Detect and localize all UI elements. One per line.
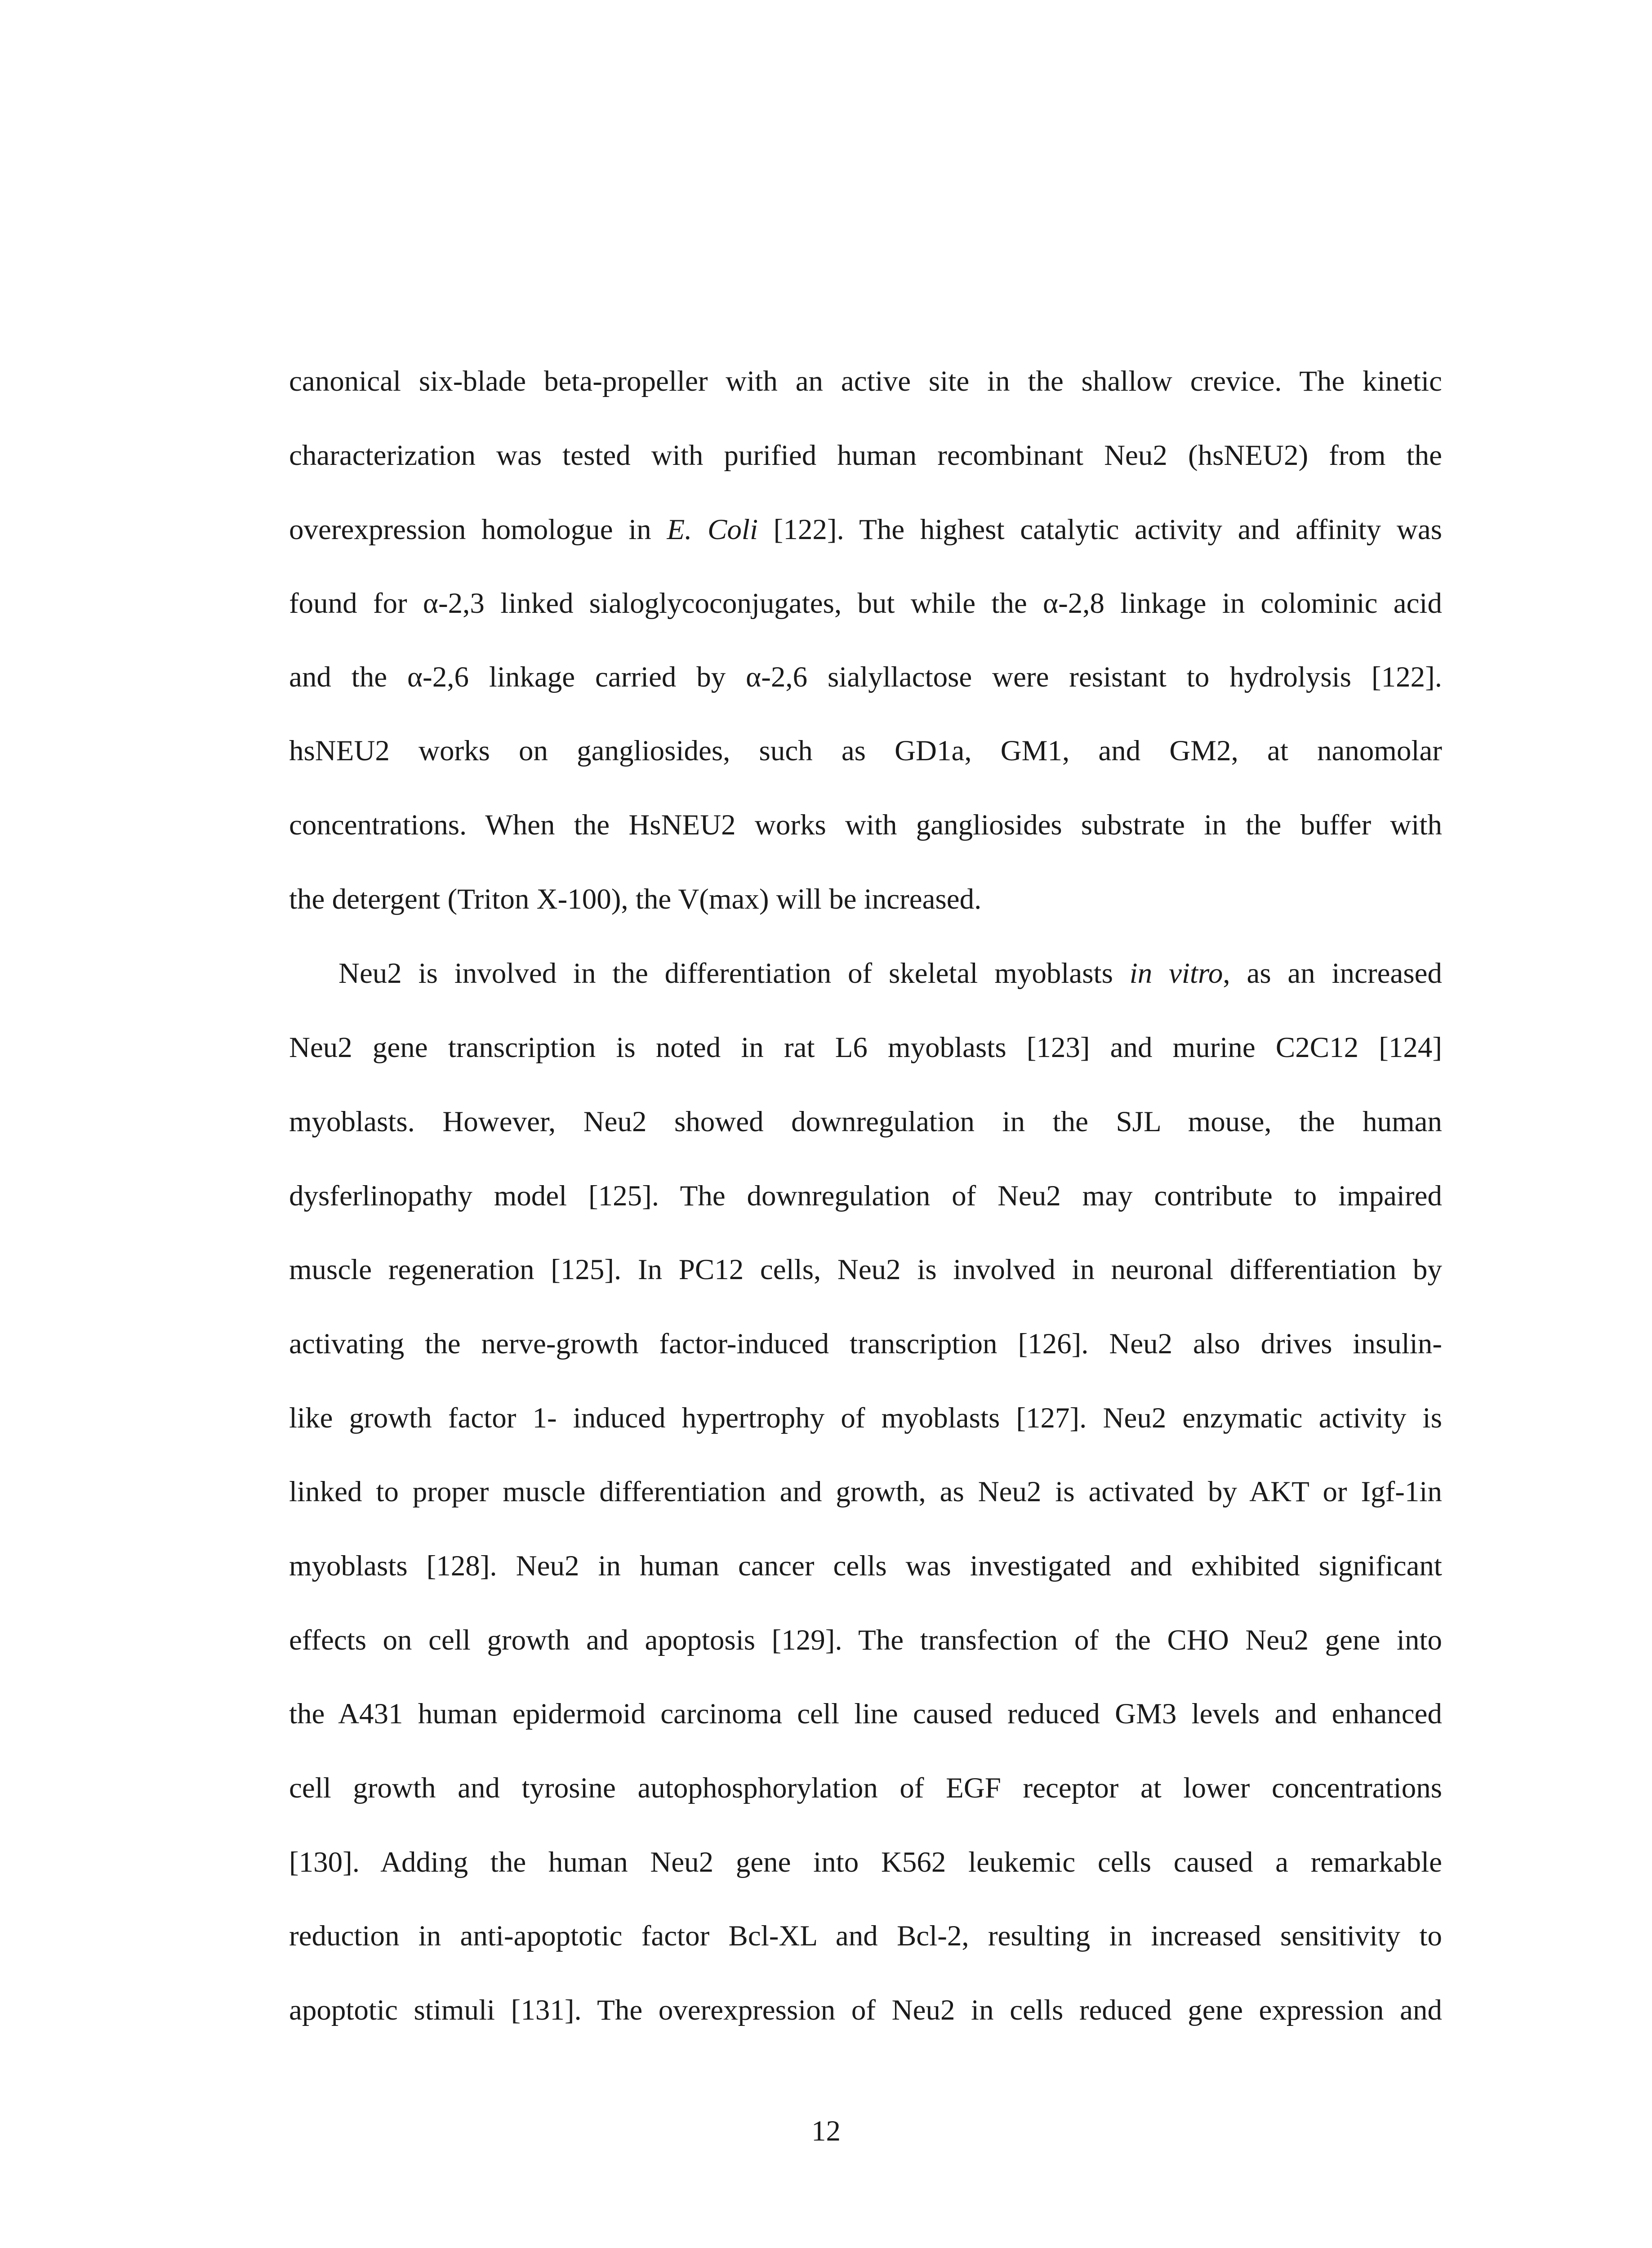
paragraph-2-line-4: dysferlinopathy model [125]. The downregulation of Neu2 may contribute to impaired (289, 1180, 1442, 1212)
paragraph-2-line-11: the A431 human epidermoid carcinoma cell line caused reduced GM3 levels and enhanced (289, 1698, 1442, 1730)
paragraph-1-line-1: canonical six-blade beta-propeller with an active site in the shallow crevice. The kinetic (289, 365, 1442, 397)
paragraph-2-line-3: myoblasts. However, Neu2 showed downregulation in the SJL mouse, the human (289, 1106, 1442, 1138)
paragraph-2-line-9: myoblasts [128]. Neu2 in human cancer cells was investigated and exhibited significant (289, 1550, 1442, 1582)
paragraph-2-line-8: linked to proper muscle differentiation and growth, as Neu2 is activated by AKT or Igf-1in (289, 1476, 1442, 1508)
paragraph-2-line-2: Neu2 gene transcription is noted in rat L6 myoblasts [123] and murine C2C12 [124] (289, 1031, 1442, 1064)
text-run: , as an increased (1223, 957, 1442, 990)
paragraph-1-line-6: hsNEU2 works on gangliosides, such as GD1a, GM1, and GM2, at nanomolar (289, 735, 1442, 767)
paragraph-1-line-4: found for α-2,3 linked sialoglycoconjugates, but while the α-2,8 linkage in colominic acid (289, 587, 1442, 620)
paragraph-2-line-10: effects on cell growth and apoptosis [129]. The transfection of the CHO Neu2 gene into (289, 1624, 1442, 1656)
paragraph-1-line-5: and the α-2,6 linkage carried by α-2,6 sialyllactose were resistant to hydrolysis [122]. (289, 661, 1442, 693)
paragraph-2-line-13: [130]. Adding the human Neu2 gene into K562 leukemic cells caused a remarkable (289, 1846, 1442, 1878)
paragraph-1-line-3 (289, 512, 1442, 548)
paragraph-2-line-5: muscle regeneration [125]. In PC12 cells, Neu2 is involved in neuronal differentiation by (289, 1253, 1442, 1286)
paragraph-2-line-12: cell growth and tyrosine autophosphorylation of EGF receptor at lower concentrations (289, 1772, 1442, 1804)
paragraph-2-line-15: apoptotic stimuli [131]. The overexpression of Neu2 in cells reduced gene expression and (289, 1994, 1442, 2026)
text-run: overexpression homologue in (289, 513, 667, 546)
paragraph-1-line-8: the detergent (Triton X-100), the V(max) will be increased. (289, 883, 982, 915)
paragraph-2-line-6: activating the nerve-growth factor-induced transcription [126]. Neu2 also drives insulin- (289, 1328, 1442, 1360)
text-run: Neu2 is involved in the differentiation of skeletal myoblasts (338, 957, 1130, 990)
paragraph-2-line-14: reduction in anti-apoptotic factor Bcl-XL and Bcl-2, resulting in increased sensitivity to (289, 1920, 1442, 1952)
italic-text: E. Coli (667, 513, 758, 546)
paragraph-2-line-1 (338, 955, 1442, 991)
paragraph-2-line-7: like growth factor 1- induced hypertrophy of myoblasts [127]. Neu2 enzymatic activity is (289, 1402, 1442, 1434)
text-run: [122]. The highest catalytic activity and affinity was (758, 513, 1442, 546)
paragraph-1-line-7: concentrations. When the HsNEU2 works with gangliosides substrate in the buffer with (289, 809, 1442, 841)
page-number: 12 (811, 2115, 841, 2147)
paragraph-1-line-2: characterization was tested with purified human recombinant Neu2 (hsNEU2) from the (289, 439, 1442, 472)
italic-text: in vitro (1129, 957, 1223, 990)
